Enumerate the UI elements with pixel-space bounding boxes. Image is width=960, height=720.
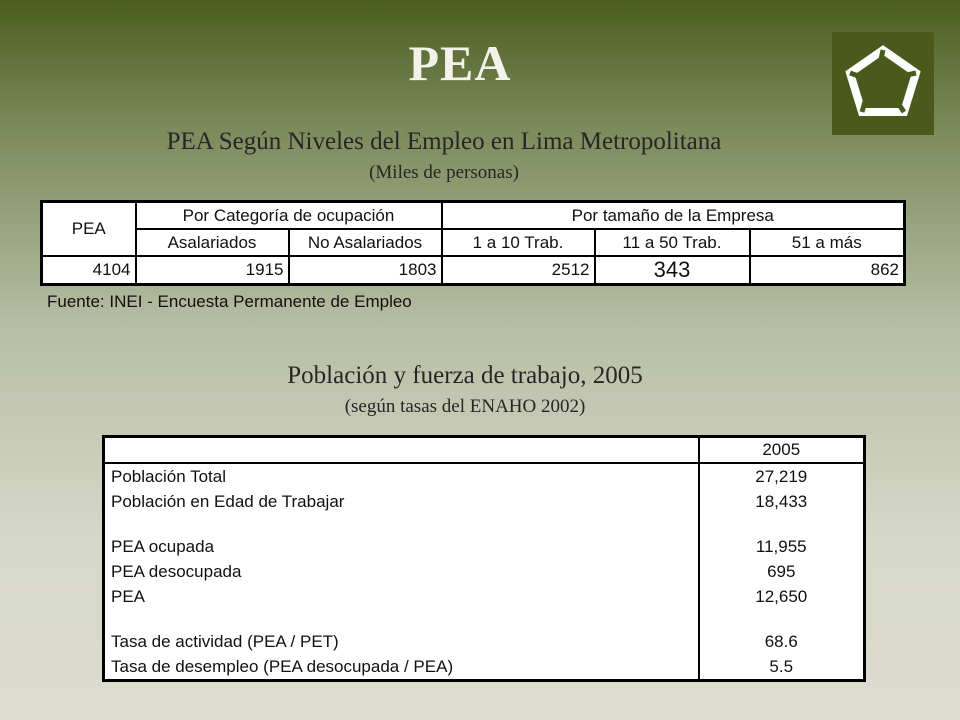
header-1-10: 1 a 10 Trab.	[442, 229, 595, 256]
row-label: Población en Edad de Trabajar	[104, 489, 699, 514]
slide-title: PEA	[408, 35, 512, 91]
spacer-cell	[699, 514, 865, 534]
value-11-50: 343	[595, 256, 750, 285]
header-pea: PEA	[42, 202, 136, 257]
row-label: PEA	[104, 584, 699, 609]
table1-source: Fuente: INEI - Encuesta Permanente de Empleo	[47, 292, 412, 311]
header-company-size-group: Por tamaño de la Empresa	[442, 202, 905, 230]
value-asalariados: 1915	[136, 256, 289, 285]
header-category-group: Por Categoría de ocupación	[136, 202, 442, 230]
header-blank	[104, 437, 699, 464]
row-value: 11,955	[699, 534, 865, 559]
row-label: Tasa de desempleo (PEA desocupada / PEA)	[104, 654, 699, 681]
row-value: 5.5	[699, 654, 865, 681]
value-1-10: 2512	[442, 256, 595, 285]
row-value: 68.6	[699, 629, 865, 654]
row-value: 12,650	[699, 584, 865, 609]
pea-levels-table	[40, 200, 906, 286]
table2-title: Población y fuerza de trabajo, 2005	[287, 362, 643, 389]
spacer-cell	[699, 609, 865, 629]
header-11-50: 11 a 50 Trab.	[595, 229, 750, 256]
header-51-mas: 51 a más	[750, 229, 905, 256]
table1-subtitle: (Miles de personas)	[369, 162, 519, 183]
value-no-asalariados: 1803	[289, 256, 442, 285]
population-workforce-table	[102, 435, 866, 682]
row-value: 695	[699, 559, 865, 584]
table1-title: PEA Según Niveles del Empleo en Lima Metropolitana	[166, 128, 722, 155]
value-pea: 4104	[42, 256, 136, 285]
row-value: 27,219	[699, 463, 865, 489]
row-label: Población Total	[104, 463, 699, 489]
spacer-cell	[104, 609, 699, 629]
table2-subtitle: (según tasas del ENAHO 2002)	[344, 396, 586, 417]
logo	[832, 32, 934, 135]
row-label: Tasa de actividad (PEA / PET)	[104, 629, 699, 654]
value-51-mas: 862	[750, 256, 905, 285]
header-asalariados: Asalariados	[136, 229, 289, 256]
row-label: PEA ocupada	[104, 534, 699, 559]
header-no-asalariados: No Asalariados	[289, 229, 442, 256]
row-label: PEA desocupada	[104, 559, 699, 584]
header-year: 2005	[699, 437, 865, 464]
row-value: 18,433	[699, 489, 865, 514]
spacer-cell	[104, 514, 699, 534]
pentagon-logo-icon	[832, 32, 934, 135]
